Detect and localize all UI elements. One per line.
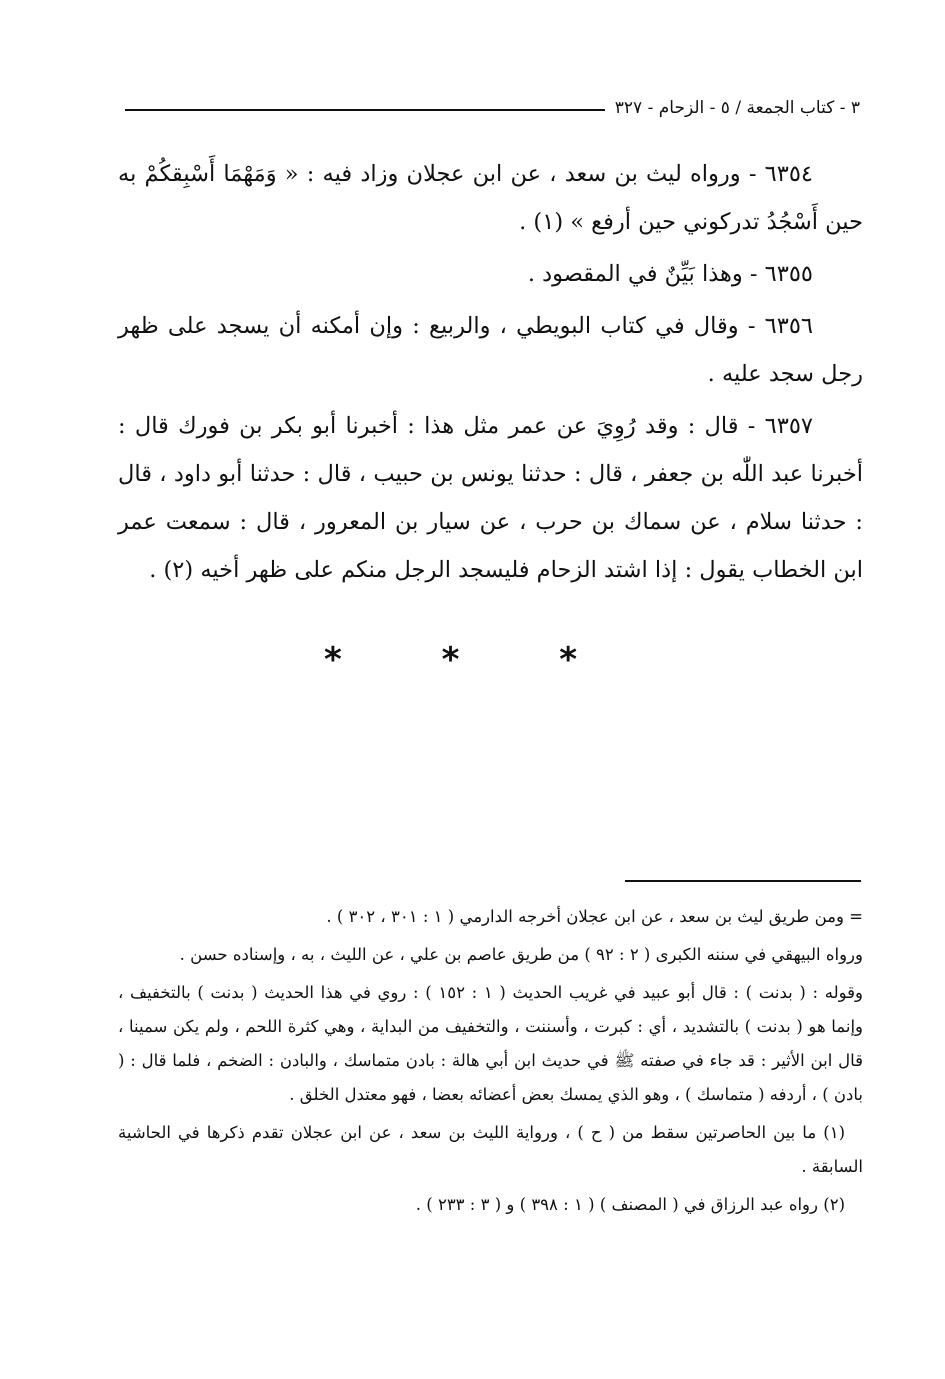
running-header: [125, 98, 860, 118]
footnote-1: (١) ما بين الحاصرتين سقط من ( ح ) ، ورواية الليث بن سعد ، عن ابن عجلان تقدم ذكرها في الحاشية السابقة .: [118, 1123, 863, 1176]
main-text: [118, 150, 863, 598]
footnote-continuation-3: وقوله : ( بدنت ) : قال أبو عبيد في غريب الحديث ( ١ : ١٥٢ ) : روي في هذا الحديث ( بدنت ) بالتخفيف ، وإنما هو ( بدنت ) بالتشديد ، أي : كبرت ، وأسننت ، والتخفيف من البداية ، وهي كثرة اللحم ، ولم يكن سمينا ، قال ابن الأثير : قد جاء في صفته ﷺ في حديث ابن أبي هالة : بادن متماسك ، والبادن : الضخم ، فلما قال : ( بادن ) ، أردفه ( متماسك ) ، وهو الذي يمسك بعض أعضائه بعضا ، فهو معتدل الخلق .: [118, 983, 863, 1104]
footnote-rule: [625, 880, 861, 882]
section-separator: * * *: [323, 640, 621, 680]
footnote-2: (٢) رواه عبد الرزاق في ( المصنف ) ( ١ : ٣٩٨ ) و ( ٣ : ٢٣٣ ) .: [415, 1195, 845, 1214]
footnote-continuation-1: = ومن طريق ليث بن سعد ، عن ابن عجلان أخرجه الدارمي ( ١ : ٣٠١ ، ٣٠٢ ) .: [326, 907, 863, 926]
paragraph-6357: ٦٣٥٧ - قال : وقد رُوِيَ عن عمر مثل هذا : أخبرنا أبو بكر بن فورك قال : أخبرنا عبد اللّٰه بن جعفر ، قال : حدثنا يونس بن حبيب ، قال : حدثنا أبو داود ، قال : حدثنا سلام ، عن سماك بن حرب ، عن سيار بن المعرور ، قال : سمعت عمر ابن الخطاب يقول : إذا اشتد الزحام فليسجد الرجل منكم على ظهر أخيه (٢) .: [118, 413, 863, 583]
paragraph-6354: ٦٣٥٤ - ورواه ليث بن سعد ، عن ابن عجلان وزاد فيه : « وَمَهْمَا أَسْبِقكُمْ به حين أَسْجُدُ تدركوني حين أرفع » (١) .: [118, 161, 863, 235]
paragraph-6355: ٦٣٥٥ - وهذا بَيِّنٌ في المقصود .: [527, 261, 813, 287]
running-title: ٣ - كتاب الجمعة / ٥ - الزحام - ٣٢٧: [614, 98, 860, 118]
header-rule: [125, 109, 605, 111]
footnotes: [118, 900, 863, 1226]
paragraph-6356: ٦٣٥٦ - وقال في كتاب البويطي ، والربيع : وإن أمكنه أن يسجد على ظهر رجل سجد عليه .: [118, 313, 863, 387]
footnote-continuation-2: ورواه البيهقي في سننه الكبرى ( ٢ : ٩٢ ) من طريق عاصم بن علي ، عن الليث ، به ، وإسناده حسن .: [179, 945, 863, 964]
